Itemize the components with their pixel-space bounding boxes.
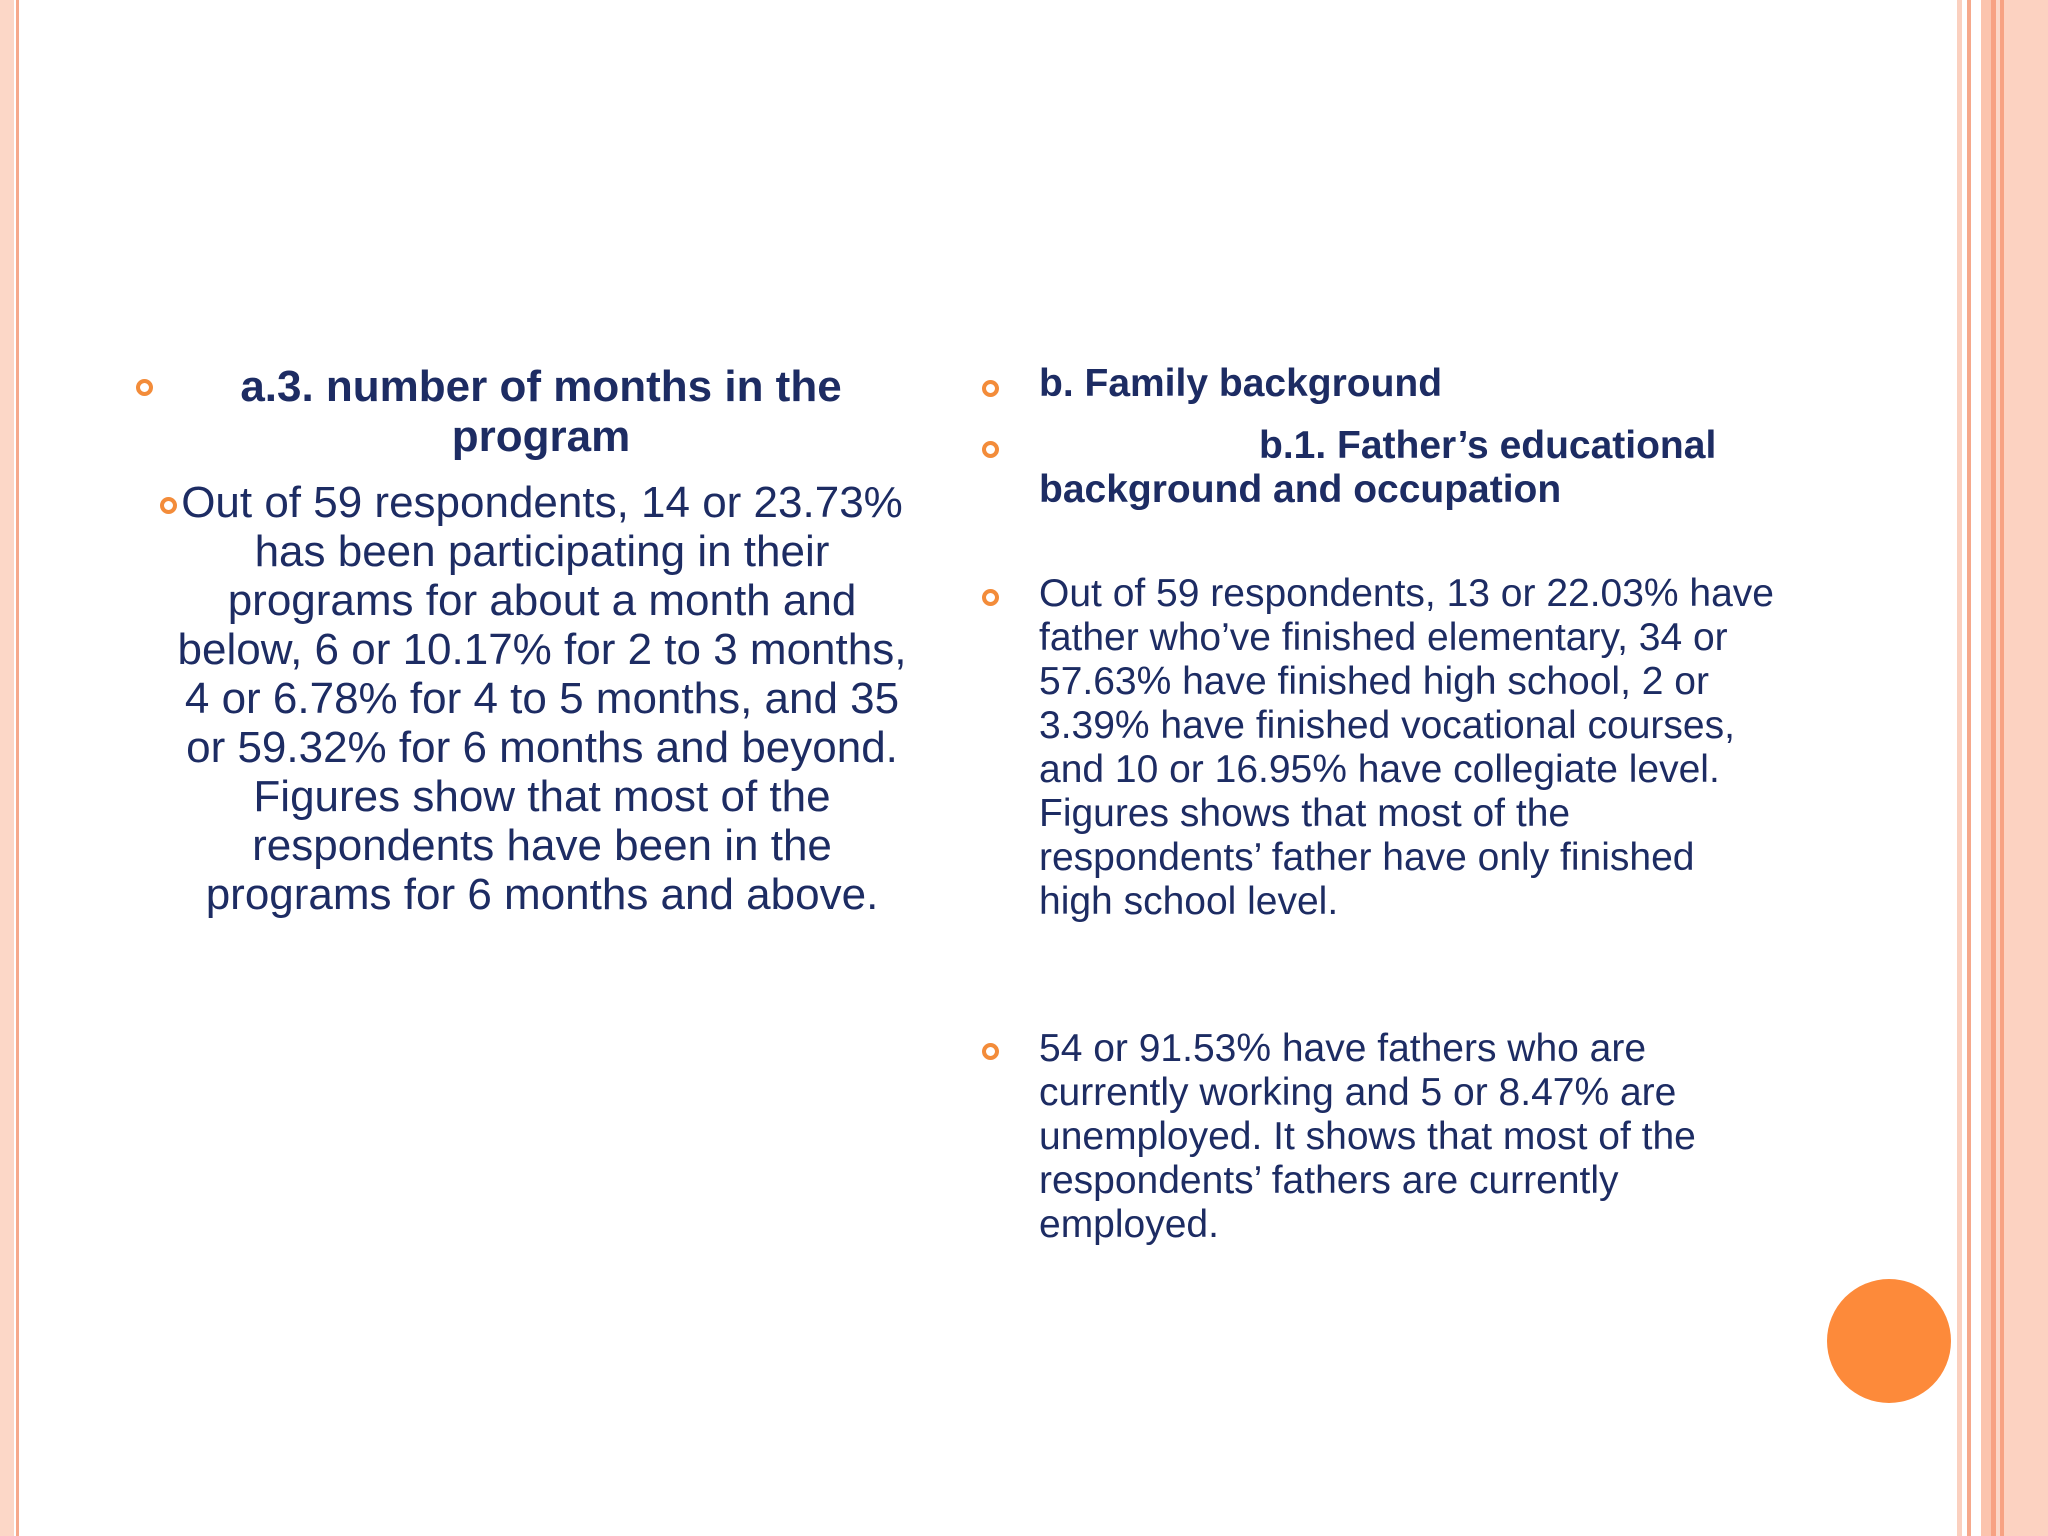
bullet-icon bbox=[136, 379, 153, 396]
right-paragraph-1: Out of 59 respondents, 13 or 22.03% have father who’ve finished elementary, 34 or 57.63% have finished high school, 2 or 3.39% have finished vocational courses, and 10 or 16.95% have collegiate level. Figures shows that most of the respondents’ father have only finished high school level. bbox=[1039, 572, 1775, 923]
right-border-stripe bbox=[2004, 0, 2048, 1536]
right-heading: b. Family background bbox=[1039, 362, 1443, 405]
left-body-text: Out of 59 respondents, 14 or 23.73% has been participating in their programs for about a month and below, 6 or 10.17% for 2 to 3 months, 4 or 6.78% for 4 to 5 months, and 35 or 59.32% for 6 months and beyond. Figures show that most of the respondents have been in the programs for 6 months and above. bbox=[177, 478, 907, 919]
right-paragraph-2: 54 or 91.53% have fathers who are currently working and 5 or 8.47% are unemployed. It shows that most of the respondents’ fathers are currently employed. bbox=[1039, 1027, 1696, 1246]
left-border-bar bbox=[0, 0, 14, 1536]
right-border-stripe bbox=[1957, 0, 1962, 1536]
right-subheading bbox=[1039, 424, 1779, 512]
bullet-icon bbox=[982, 380, 999, 397]
decorative-circle bbox=[1827, 1279, 1951, 1403]
bullet-icon bbox=[982, 589, 999, 606]
bullet-icon bbox=[982, 1043, 999, 1060]
left-heading: a.3. number of months in the program bbox=[240, 362, 842, 461]
bullet-icon bbox=[982, 441, 999, 458]
left-border-line bbox=[16, 0, 19, 1536]
right-border-stripe bbox=[1981, 0, 1991, 1536]
right-border-stripe bbox=[1971, 0, 1981, 1536]
right-subheading-text: b.1. Father’s educational background and occupation bbox=[1039, 424, 1717, 511]
